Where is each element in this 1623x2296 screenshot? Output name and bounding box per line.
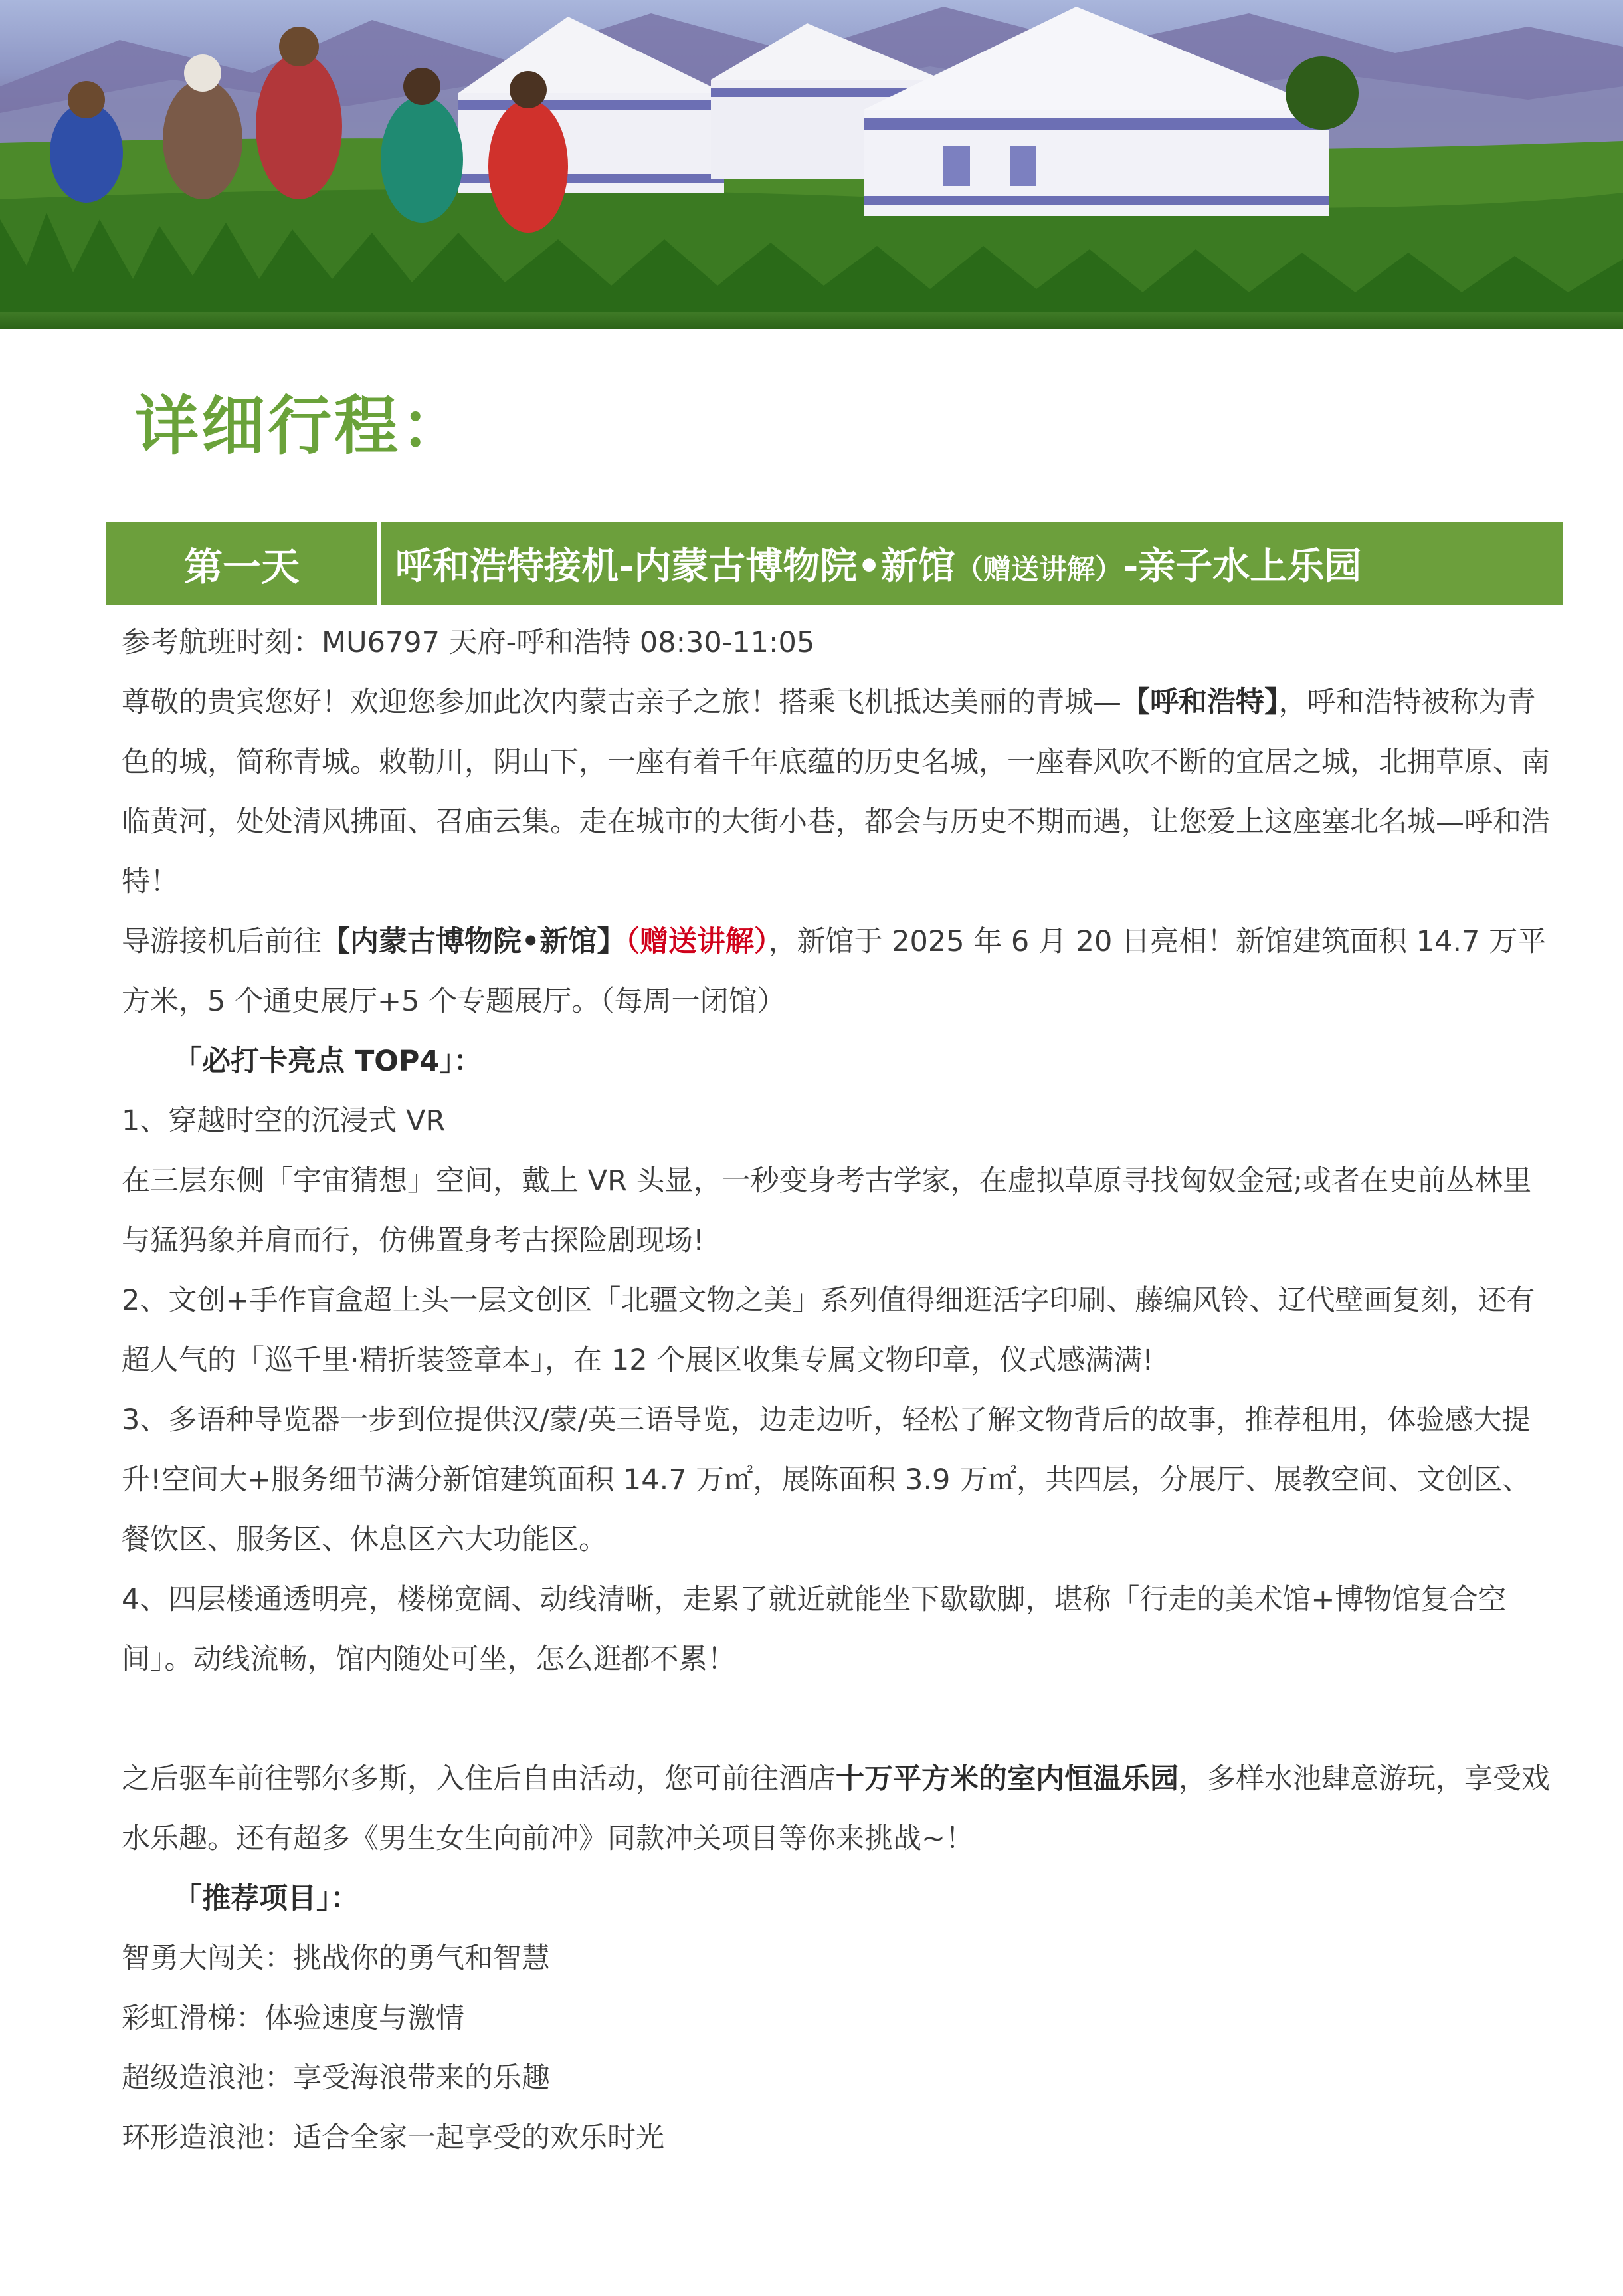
day-title (381, 537, 1361, 590)
day-header-bar (106, 522, 1563, 605)
banner-illustration (0, 0, 1623, 329)
itinerary-body (122, 613, 1550, 2168)
museum-text-1: 导游接机后前往 (122, 925, 322, 958)
intro-city-bold: 【呼和浩特】 (1121, 686, 1279, 719)
top4-title: 「必打卡亮点 TOP4」： (173, 1045, 482, 1078)
highlight-item: 1、穿越时空的沉浸式 VR (122, 1104, 446, 1138)
ordos-park-bold: 十万平方米的室内恒温乐园 (836, 1762, 1179, 1796)
ordos-text-1: 之后驱车前往鄂尔多斯，入住后自由活动，您可前往酒店 (122, 1762, 836, 1796)
tree (1286, 56, 1359, 130)
intro-text-2: ，呼和浩特被称为青色的城，简称青城。敕勒川，阴山下，一座有着千年底蕴的历史名城，一座春风吹不断的宜居之城，北拥草原、南临黄河，处处清风拂面、召庙云集。走在城市的大街小巷，都会与历史不期而遇，让您爱上这座塞北名城—呼和浩特！ (122, 686, 1550, 898)
banner-band (0, 312, 1623, 329)
paragraph-gap (122, 1689, 1550, 1749)
ordos-paragraph (122, 1749, 1550, 1869)
day-title-main: 呼和浩特接机-内蒙古博物院•新馆 (395, 545, 956, 588)
banner-image (0, 0, 1623, 329)
highlight-item: 4、四层楼通透明亮，楼梯宽阔、动线清晰，走累了就近就能坐下歇歇脚，堪称「行走的美术馆+博物馆复合空间」。动线流畅，馆内随处可坐，怎么逛都不累！ (122, 1583, 1507, 1676)
highlight-item: 3、多语种导览器一步到位提供汉/蒙/英三语导览，边走边听，轻松了解文物背后的故事，推荐租用，体验感大提升!空间大+服务细节满分新馆建筑面积 14.7 万㎡，展陈面积 3.9 万㎡，共四层，分展厅、展教空间、文创区、餐饮区、服务区、休息区六大功能区。 (122, 1404, 1531, 1556)
recommend-item: 智勇大闯关：挑战你的勇气和智慧 (122, 1942, 550, 1975)
recommend-title: 「推荐项目」： (173, 1882, 359, 1915)
recommend-item: 彩虹滑梯：体验速度与激情 (122, 2002, 464, 2035)
page-title: 详细行程： (135, 389, 467, 463)
museum-free-guide: （赠送讲解） (625, 925, 769, 958)
intro-text-1: 尊敬的贵宾您好！欢迎您参加此次内蒙古亲子之旅！搭乘飞机抵达美丽的青城— (122, 686, 1121, 719)
day-label: 第一天 (183, 544, 300, 589)
intro-paragraph (122, 673, 1550, 912)
ordos-text-2: ，多样水池肆意游玩，享受戏水乐趣。还有超多《男生女生向前冲》同款冲关项目等你来挑战~！ (122, 1762, 1550, 1855)
museum-text-2: ，新馆于 2025 年 6 月 20 日亮相！新馆建筑面积 14.7 万平方米，5 个通史展厅+5 个专题展厅。（每周一闭馆） (122, 925, 1547, 1018)
museum-paragraph (122, 912, 1550, 1031)
highlight-item: 2、文创+手作盲盒超上头一层文创区「北疆文物之美」系列值得细逛活字印刷、藤编风铃、辽代壁画复刻，还有超人气的「巡千里·精折装签章本」，在 12 个展区收集专属文物印章，仪式感满满! (122, 1284, 1535, 1377)
recommend-item: 超级造浪池：享受海浪带来的乐趣 (122, 2061, 550, 2095)
highlight-item: 在三层东侧「宇宙猜想」空间，戴上 VR 头显，一秒变身考古学家，在虚拟草原寻找匈奴金冠;或者在史前丛林里与猛犸象并肩而行，仿佛置身考古探险剧现场! (122, 1164, 1532, 1257)
day-title-small: （赠送讲解） (955, 553, 1123, 585)
museum-name-bold: 【内蒙古博物院•新馆】 (322, 925, 626, 958)
recommend-item: 环形造浪池：适合全家一起享受的欢乐时光 (122, 2121, 664, 2154)
day-title-tail: -亲子水上乐园 (1123, 545, 1362, 588)
flight-info: 参考航班时刻：MU6797 天府-呼和浩特 08:30-11:05 (122, 626, 815, 659)
